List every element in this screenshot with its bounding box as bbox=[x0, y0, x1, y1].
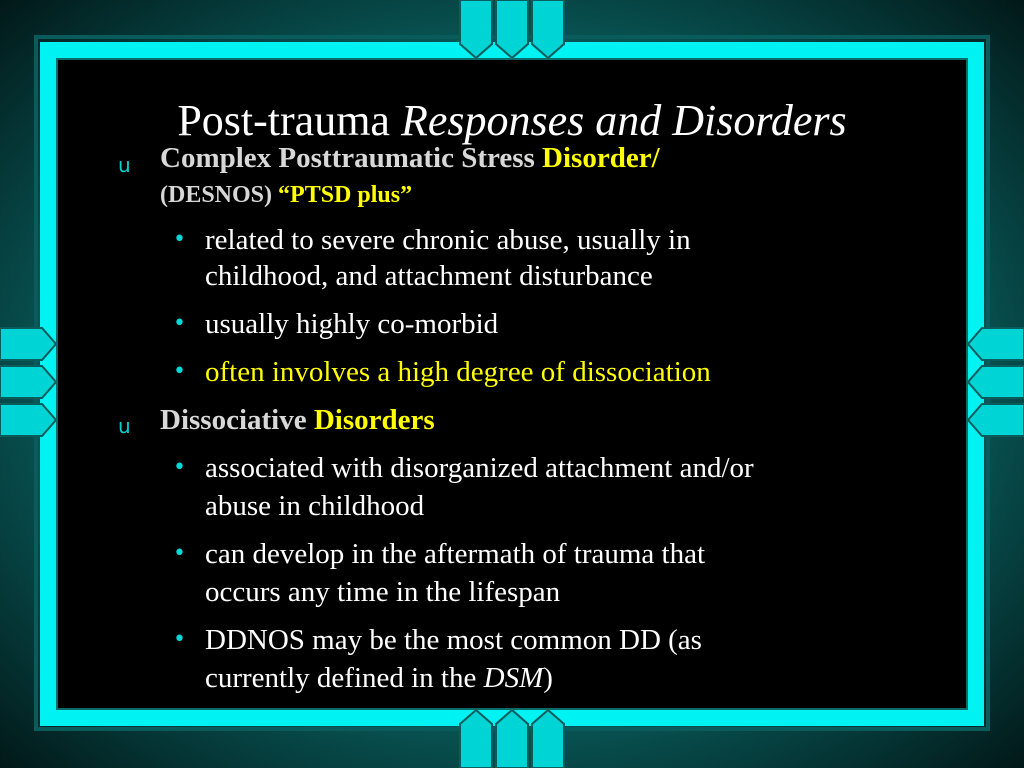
section-heading-cptsd bbox=[160, 142, 660, 174]
bullet-dot: • bbox=[173, 541, 186, 566]
heading-text: Dissociative bbox=[160, 404, 314, 436]
subheading-highlight: “PTSD plus” bbox=[278, 182, 413, 208]
bullet-dot: • bbox=[173, 627, 186, 652]
dsm-italic: DSM bbox=[483, 662, 544, 694]
title-italic: Responses and Disorders bbox=[400, 96, 847, 145]
bullet-line: can develop in the aftermath of trauma that bbox=[205, 538, 706, 570]
heading-text: Complex Posttraumatic Stress bbox=[160, 142, 543, 174]
section-marker: u bbox=[118, 153, 131, 177]
bullet-line: DDNOS may be the most common DD (as bbox=[205, 624, 702, 656]
section-subheading-desnos bbox=[160, 180, 412, 210]
bullet-line-highlight: often involves a high degree of dissociation bbox=[205, 356, 711, 388]
bullet-line: occurs any time in the lifespan bbox=[205, 576, 561, 608]
line-text: currently defined in the bbox=[205, 662, 484, 694]
heading-highlight: Disorders bbox=[313, 404, 435, 436]
bullet-line: childhood, and attachment disturbance bbox=[205, 260, 653, 292]
bullet-line-with-italic bbox=[205, 660, 553, 696]
section-heading-dissociative bbox=[160, 404, 435, 436]
heading-highlight: Disorder/ bbox=[542, 142, 660, 174]
bullet-dot: • bbox=[173, 359, 186, 384]
bullet-dot: • bbox=[173, 455, 186, 480]
bullet-dot: • bbox=[173, 311, 186, 336]
bullet-line: related to severe chronic abuse, usually in bbox=[205, 224, 691, 256]
section-marker: u bbox=[118, 414, 131, 438]
subheading-text: (DESNOS) bbox=[160, 182, 279, 208]
bullet-line: usually highly co-morbid bbox=[205, 308, 499, 340]
title-main: Post-trauma bbox=[177, 96, 401, 145]
bullet-dot: • bbox=[173, 227, 186, 252]
bullet-line: abuse in childhood bbox=[205, 490, 425, 522]
bullet-line: associated with disorganized attachment and/or bbox=[205, 452, 754, 484]
line-text: ) bbox=[543, 662, 553, 694]
